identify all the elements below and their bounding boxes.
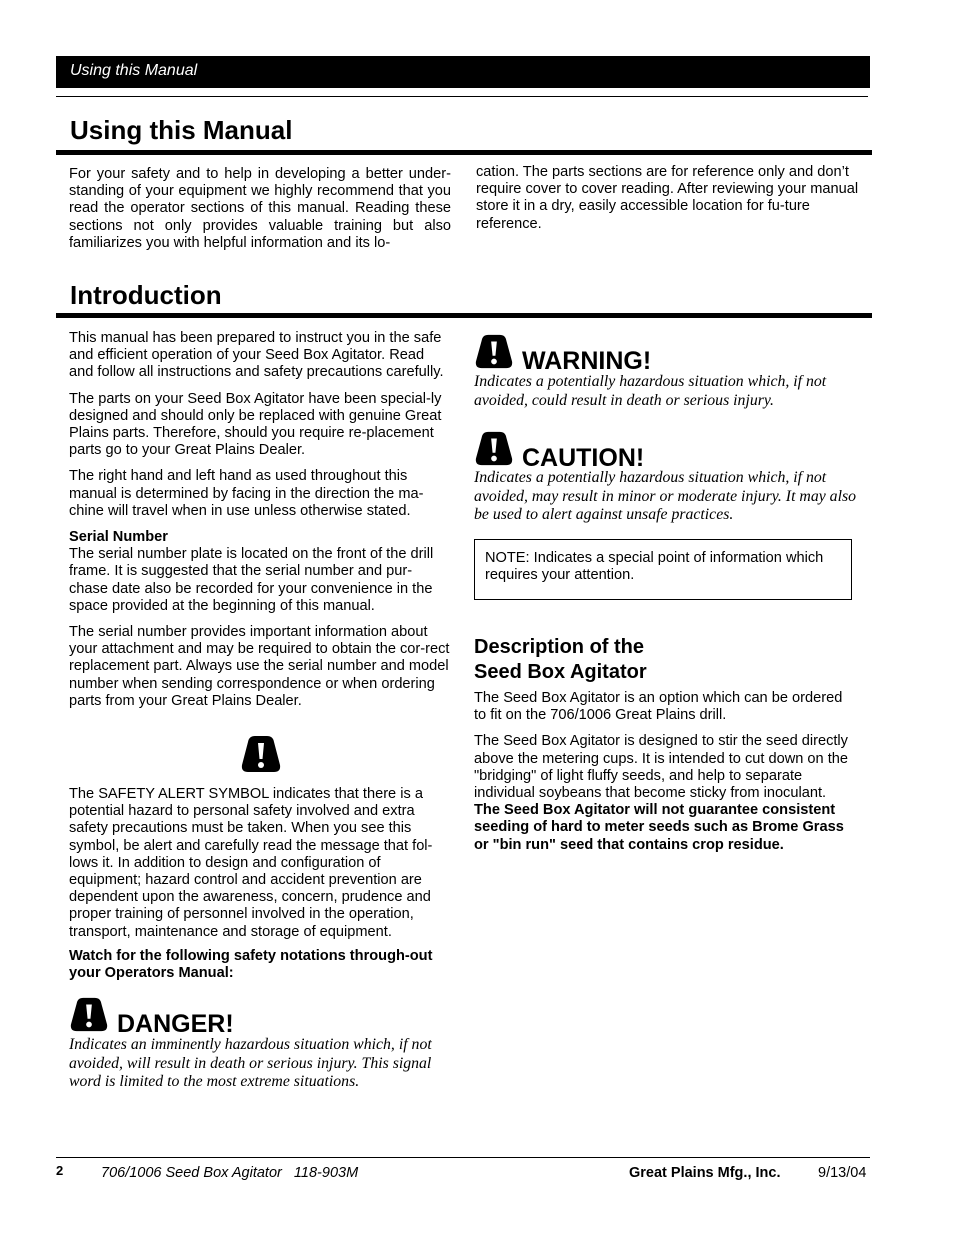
intro-paragraph-3: The right hand and left hand as used throughout this manual is determined by facing in the direction the ma-chine will travel when in use unless otherwise stated. <box>69 468 424 519</box>
description-body <box>474 690 855 854</box>
intro-paragraph-4: The serial number plate is located on the front of the drill frame. It is suggested that the serial number and pur-chase date also be recorded for your convenience in the space provided at the beginning of this manual. <box>69 546 434 614</box>
description-paragraph-2-text: The Seed Box Agitator is designed to stir the seed directly above the metering cups. It is intended to cut down on the "bridging" of light fluffy seeds, and help to separate individual soybeans that become sticky from inoculant. <box>474 733 849 802</box>
description-title-line1: Description of the <box>474 636 645 658</box>
description-paragraph-2 <box>474 733 855 853</box>
intro-paragraph-6: The SAFETY ALERT SYMBOL indicates that there is a potential hazard to personal safety involved and extra safety precautions must be taken. When you see this symbol, be alert and carefully read the message that fol-lows it. In addition to design and configuration of equipment; hazard control and accident prevention are dependent upon the awareness, concern, prudence and proper training of personnel involved in the operation, transport, maintenance and storage of equipment. <box>69 786 433 940</box>
description-title-line2: Seed Box Agitator <box>474 661 647 683</box>
intro-left-column <box>69 330 450 710</box>
section-rule-introduction <box>56 313 872 318</box>
header-rule <box>56 96 868 97</box>
danger-signal-word: DANGER! <box>117 1010 234 1038</box>
warning-signal-word: WARNING! <box>522 347 652 375</box>
warning-icon <box>474 333 514 371</box>
running-header <box>56 56 870 88</box>
footer-company: Great Plains Mfg., Inc. <box>629 1165 781 1181</box>
running-header-text: Using this Manual <box>70 62 198 79</box>
description-paragraph-2-bold: The Seed Box Agitator will not guarantee consistent seeding of hard to meter seeds such as Brome Grass or "bin run" seed that contains crop residue. <box>474 802 844 853</box>
page-number: 2 <box>56 1163 64 1178</box>
note-box <box>474 539 852 600</box>
section-title-using: Using this Manual <box>70 115 293 145</box>
footer-date: 9/13/04 <box>818 1165 867 1181</box>
serial-number-heading: Serial Number <box>69 529 168 546</box>
description-title <box>474 635 647 685</box>
note-text: NOTE: Indicates a special point of information which requires your attention. <box>485 550 824 584</box>
caution-description: Indicates a potentially hazardous situation which, if not avoided, may result in minor or moderate injury. It may also be used to alert against unsafe practices. <box>474 469 857 524</box>
using-paragraph-col1: For your safety and to help in developing a better under-standing of your equipment we highly recommend that you read the operator sections of this manual. Reading these sections not only provides valuable training but also familiarizes you with helpful information and its lo- <box>69 166 451 251</box>
intro-paragraph-2: The parts on your Seed Box Agitator have been special-ly designed and should only be replaced with genuine Great Plains parts. Therefore, should you require re-placement parts go to your Great Plains Dealer. <box>69 390 442 459</box>
description-paragraph-1: The Seed Box Agitator is an option which can be ordered to fit on the 706/1006 Great Plains drill. <box>474 690 843 724</box>
intro-paragraph-1: This manual has been prepared to instruct you in the safe and efficient operation of your Seed Box Agitator. Read and follow all instructions and safety precautions carefully. <box>69 330 444 381</box>
warning-description: Indicates a potentially hazardous situation which, if not avoided, could result in death or serious injury. <box>474 373 827 409</box>
danger-description: Indicates an imminently hazardous situation which, if not avoided, will result in death or serious injury. This signal word is limited to the most extreme situations. <box>69 1036 432 1091</box>
safety-alert-icon <box>240 733 282 775</box>
footer-document-id: 706/1006 Seed Box Agitator 118-903M <box>101 1165 359 1181</box>
caution-icon <box>474 430 514 468</box>
section-title-introduction: Introduction <box>70 280 222 310</box>
footer-rule <box>56 1157 870 1158</box>
intro-paragraph-5: The serial number provides important information about your attachment and may be required to obtain the cor-rect replacement part. Always use the serial number and model number when sending correspondence or when ordering parts from your Great Plains Dealer. <box>69 624 450 709</box>
danger-icon <box>69 996 109 1034</box>
watch-notice: Watch for the following safety notations through-out your Operators Manual: <box>69 948 433 982</box>
section-rule-using <box>56 150 872 155</box>
using-paragraph-col2: cation. The parts sections are for reference only and don’t require cover to cover reading. After reviewing your manual store it in a dry, easily accessible location for fu-ture reference. <box>476 164 859 232</box>
caution-signal-word: CAUTION! <box>522 444 645 472</box>
